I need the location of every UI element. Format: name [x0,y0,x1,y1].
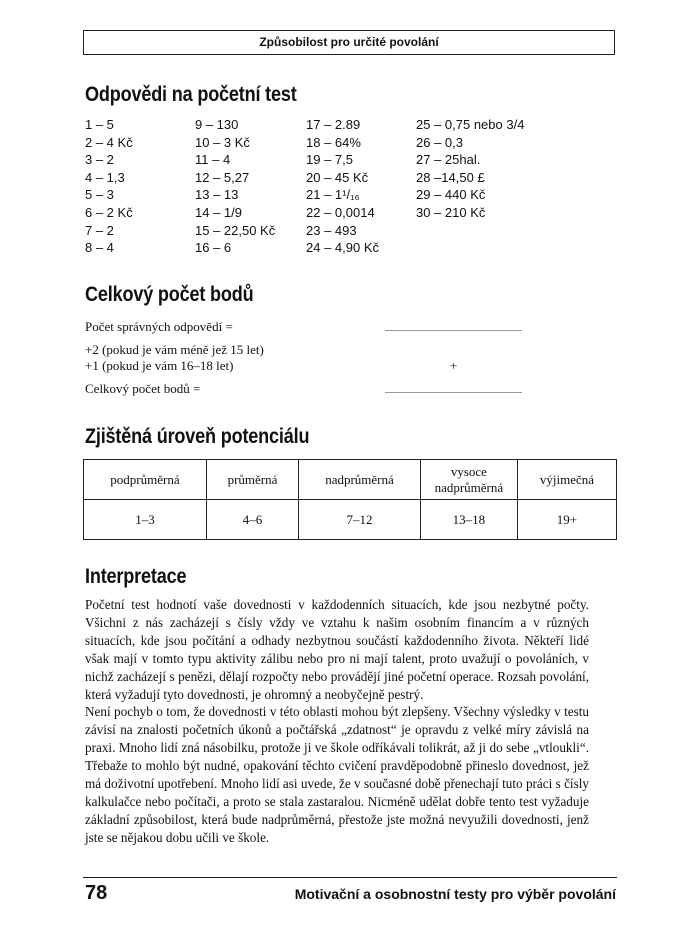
answer: 26 – 0,3 [416,134,463,150]
answer: 15 – 22,50 Kč [195,222,276,238]
answer: 18 – 64% [306,134,361,150]
answers-heading: Odpovědi na početní test [85,83,297,106]
table-header-row [84,460,617,500]
score-heading: Celkový počet bodů [85,283,254,306]
bonus-under-15: +2 (pokud je vám méně jež 15 let) [85,342,264,357]
answer: 16 – 6 [195,240,232,256]
level-table [83,459,617,540]
table-row [84,500,617,540]
header-cell: výjimečná [517,460,616,500]
answer: 27 – 25hal. [416,152,481,168]
answer: 22 – 0,0014 [306,204,375,220]
total-label: Celkový počet bodů = [85,381,201,396]
range-cell: 1–3 [84,500,207,540]
total-blank [385,392,522,393]
answer: 4 – 1,3 [85,169,125,185]
answer: 14 – 1/9 [195,204,242,220]
answer: 9 – 130 [195,117,239,132]
header-cell: nadprůměrná [299,460,421,500]
answer: 2 – 4 Kč [85,134,133,150]
answer-column-1 [85,116,195,257]
answer: 5 – 3 [85,187,114,203]
answer: 20 – 45 Kč [306,169,369,185]
level-heading: Zjištěná úroveň potenciálu [85,425,310,448]
header-cell: vysoce nadprůměrná [420,460,517,500]
plus-sign: + [450,358,458,373]
interpretation-heading: Interpretace [85,565,187,588]
answer: 13 – 13 [195,187,239,203]
correct-count-blank [385,330,522,331]
range-cell: 4–6 [206,500,298,540]
answer: 1 – 5 [85,117,114,132]
answer: 6 – 2 Kč [85,204,133,220]
answer: 10 – 3 Kč [195,134,250,150]
footer-title: Motivační a osobnostní testy pro výběr povolání [294,886,616,902]
answer: 3 – 2 [85,152,114,168]
answer: 30 – 210 Kč [416,204,486,220]
answer: 19 – 7,5 [306,152,353,168]
bonus-16-18: +1 (pokud je vám 16–18 let) [85,358,234,373]
answer: 28 –14,50 £ [416,169,485,185]
correct-count-label: Počet správných odpovědí = [85,319,233,334]
answer: 7 – 2 [85,222,114,238]
interpretation-paragraph-1: Početní test hodnotí vaše dovednosti v každodenních situacích, kde jsou nezbytné počty. Všichni z nás zacházejí s čísly vždy ve vztahu k našim osobním financím a v různých situacích, kde jsou počítání a odhady nezbytnou součástí každodenního života. Někteří lidé však mají v tomto typu aktivity zálibu nebo pro ni mají talent, proto uvažují o povoláních, v nichž zacházejí s penězi, dělají rozpočty nebo provádějí jiné početní operace. Rozsah povolání, která vyžadují tyto dovednosti, je ohromný a neobyčejně pestrý. [85,597,589,702]
answer: 11 – 4 [195,152,231,168]
answer: 8 – 4 [85,240,114,256]
running-header: Způsobilost pro určité povolání [83,30,615,55]
range-cell: 7–12 [299,500,421,540]
interpretation-paragraph-2: Není pochyb o tom, že dovednosti v této oblasti mohou být zlepšeny. Všechny výsledky v testu závisí na znalosti početních úkonů a počtářská „zdatnost“ je opravdu z velké míry závislá na praxi. Mnoho lidí zná násobilku, protože ji ve škole odříkávali tolikrát, až ji do sebe „vtloukli“. Třebaže to mohlo být nudné, opakování těchto cvičení pravděpodobně přineslo dovednost, jež má doživotní upotřebení. Mnoho lidí asi uvede, že v současné době přenechají tuto práci s čísly kalkulačce nebo počítači, a proto se stala zastaralou. Nicméně udělat dobře tento test vyžaduje základní způsobilost, která bude nadprůměrná, přestože jste možná nevyužili dovednosti, jenž jste se nějakou dobu učili ve škole. [85,704,589,845]
footer-rule [83,877,617,878]
answer: 12 – 5,27 [195,169,250,185]
range-cell: 13–18 [420,500,517,540]
range-cell: 19+ [517,500,616,540]
answer: 24 – 4,90 Kč [306,240,379,256]
answer: 23 – 493 [306,222,357,238]
header-cell: průměrná [206,460,298,500]
page-number: 78 [85,882,108,904]
answer: 21 – 1¹/₁₆ [306,187,360,203]
answer: 25 – 0,75 nebo 3/4 [416,117,525,132]
answer: 29 – 440 Kč [416,187,486,203]
header-cell: podprůměrná [84,460,207,500]
answer-column-3 [306,116,416,257]
answer-column-2 [195,116,305,257]
answer: 17 – 2.89 [306,117,361,132]
answer-column-4 [416,116,576,222]
